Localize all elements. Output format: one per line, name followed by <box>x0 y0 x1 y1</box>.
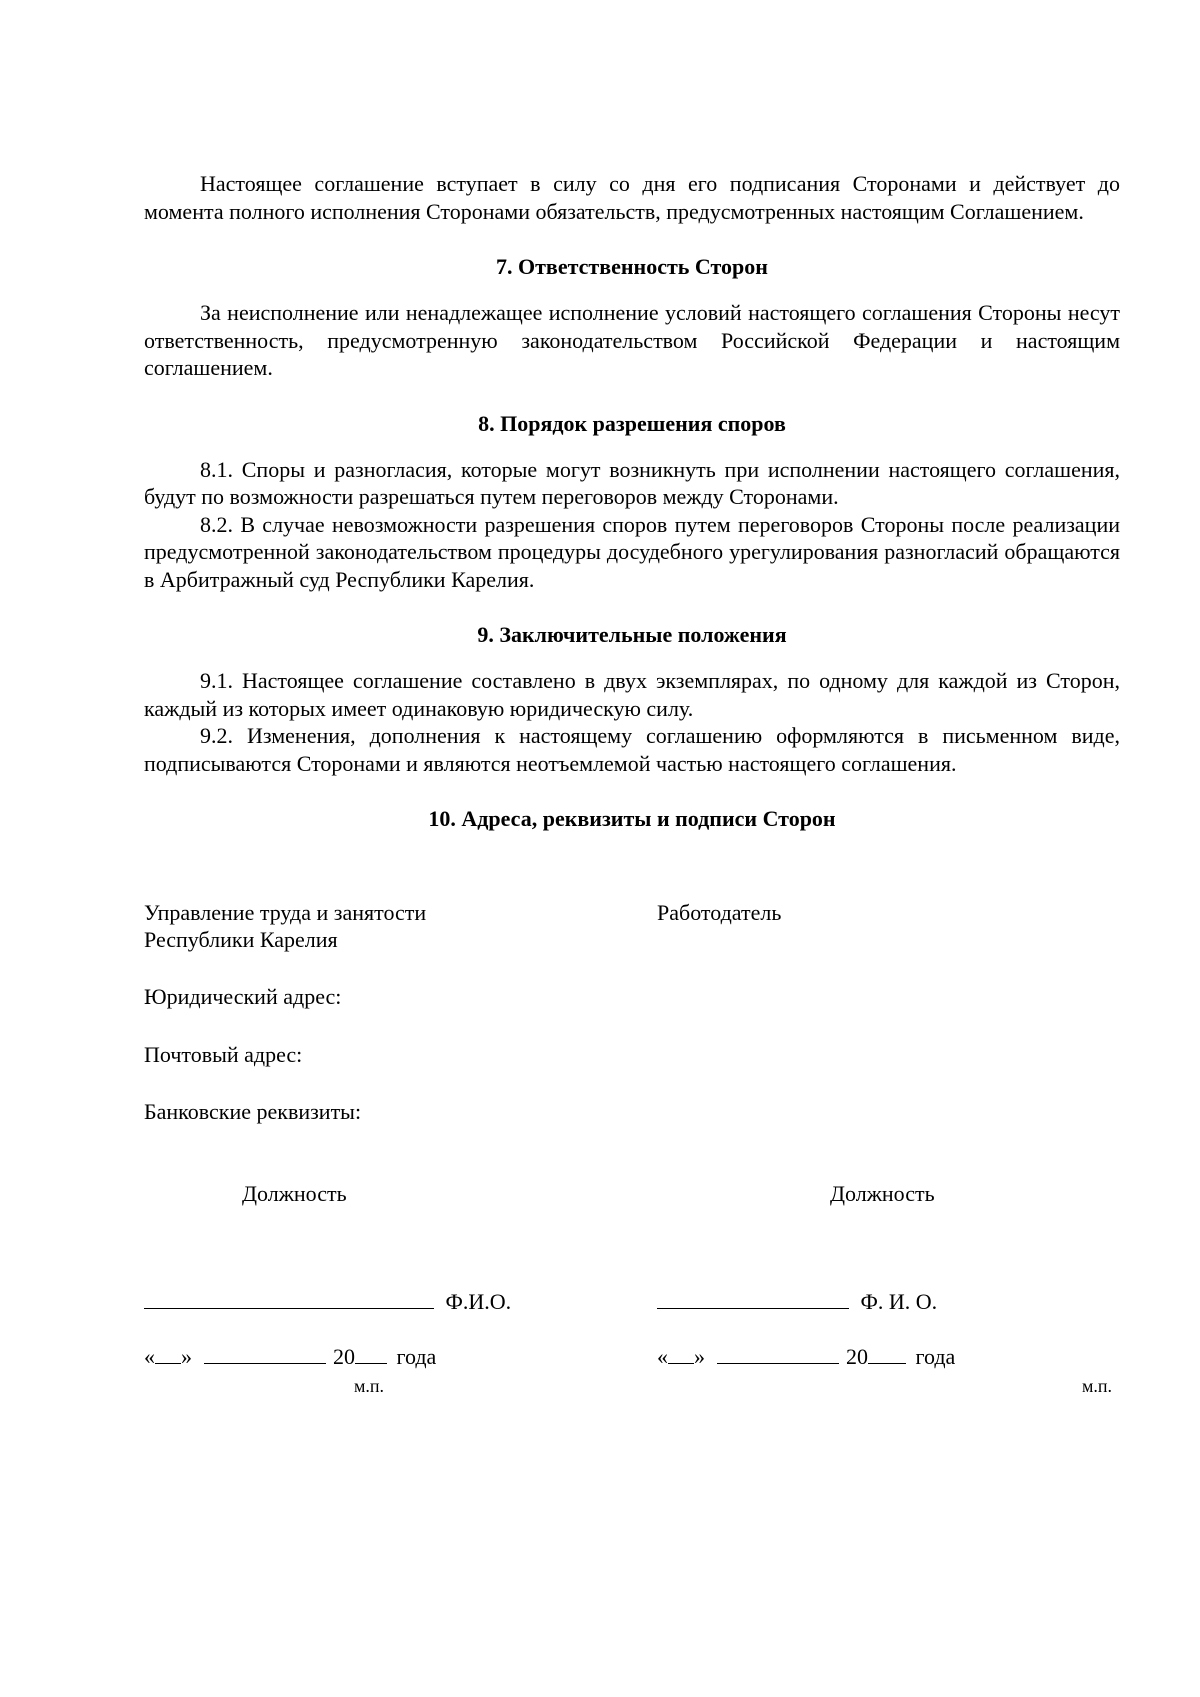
right-year-prefix: 20 <box>846 1344 868 1369</box>
right-date-close-quote: » <box>694 1344 705 1369</box>
left-date-close-quote: » <box>181 1344 192 1369</box>
intro-paragraph: Настоящее соглашение вступает в силу со дня его подписания Сторонами и действует до момента полного исполнения Сторонами обязательств, предусмотренных настоящим Соглашением. <box>144 171 1120 224</box>
section-9-paragraph-2: 9.2. Изменения, дополнения к настоящему соглашению оформляются в письменном виде, подписываются Сторонами и являются неотъемлемой частью настоящего соглашения. <box>144 723 1120 776</box>
section-8-heading: 8. Порядок разрешения споров <box>478 410 786 436</box>
section-8-paragraph-2: 8.2. В случае невозможности разрешения споров путем переговоров Стороны после реализации предусмотренной законодательством процедуры досудебного урегулирования разногласий обращаются в Арбитражный суд Республики Карелия. <box>144 511 1120 592</box>
right-day-blank <box>668 1343 694 1364</box>
left-date-open-quote: « <box>144 1344 155 1369</box>
left-year-suffix: года <box>396 1344 437 1369</box>
left-position-label: Должность <box>242 1181 347 1206</box>
left-stamp-label: м.п. <box>354 1376 385 1396</box>
left-fio-label: Ф.И.О. <box>445 1289 512 1314</box>
legal-address-label: Юридический адрес: <box>144 984 342 1009</box>
document-page <box>144 170 1120 833</box>
bank-details-label: Банковские реквизиты: <box>144 1099 362 1124</box>
right-stamp-label: м.п. <box>1082 1376 1113 1396</box>
left-day-blank <box>155 1343 181 1364</box>
left-year-prefix: 20 <box>333 1344 355 1369</box>
right-signature-line <box>657 1288 849 1309</box>
left-signature-line <box>144 1288 434 1309</box>
right-date-row <box>657 1343 955 1370</box>
right-signature-line-row <box>657 1288 937 1315</box>
right-year-blank <box>868 1343 906 1364</box>
section-8-paragraph-1: 8.1. Споры и разногласия, которые могут возникнуть при исполнении настоящего соглашения, будут по возможности разрешаться путем переговоров между Сторонами. <box>144 456 1120 509</box>
section-9-heading: 9. Заключительные положения <box>477 622 787 647</box>
left-year-blank <box>355 1343 387 1364</box>
right-month-blank <box>717 1343 839 1364</box>
section-7-heading: 7. Ответственность Сторон <box>496 254 768 279</box>
left-month-blank <box>204 1343 326 1364</box>
section-7-paragraph: За неисполнение или ненадлежащее исполнение условий настоящего соглашения Стороны несут ответственность, предусмотренную законодательством Российской Федерации и настоящим соглашением. <box>144 300 1120 380</box>
right-fio-label: Ф. И. О. <box>860 1289 938 1314</box>
left-org-line-2: Республики Карелия <box>144 927 338 952</box>
right-year-suffix: года <box>915 1344 956 1369</box>
right-position-label: Должность <box>830 1181 935 1206</box>
section-10-heading: 10. Адреса, реквизиты и подписи Сторон <box>428 806 836 831</box>
postal-address-label: Почтовый адрес: <box>144 1042 303 1067</box>
left-date-row <box>144 1343 436 1370</box>
left-signature-line-row <box>144 1288 511 1315</box>
section-9-paragraph-1: 9.1. Настоящее соглашение составлено в двух экземплярах, по одному для каждой из Сторон, каждый из которых имеет одинаковую юридическую силу. <box>144 668 1120 721</box>
right-date-open-quote: « <box>657 1344 668 1369</box>
left-org-line-1: Управление труда и занятости <box>144 900 427 925</box>
right-org-line-1: Работодатель <box>657 900 782 925</box>
